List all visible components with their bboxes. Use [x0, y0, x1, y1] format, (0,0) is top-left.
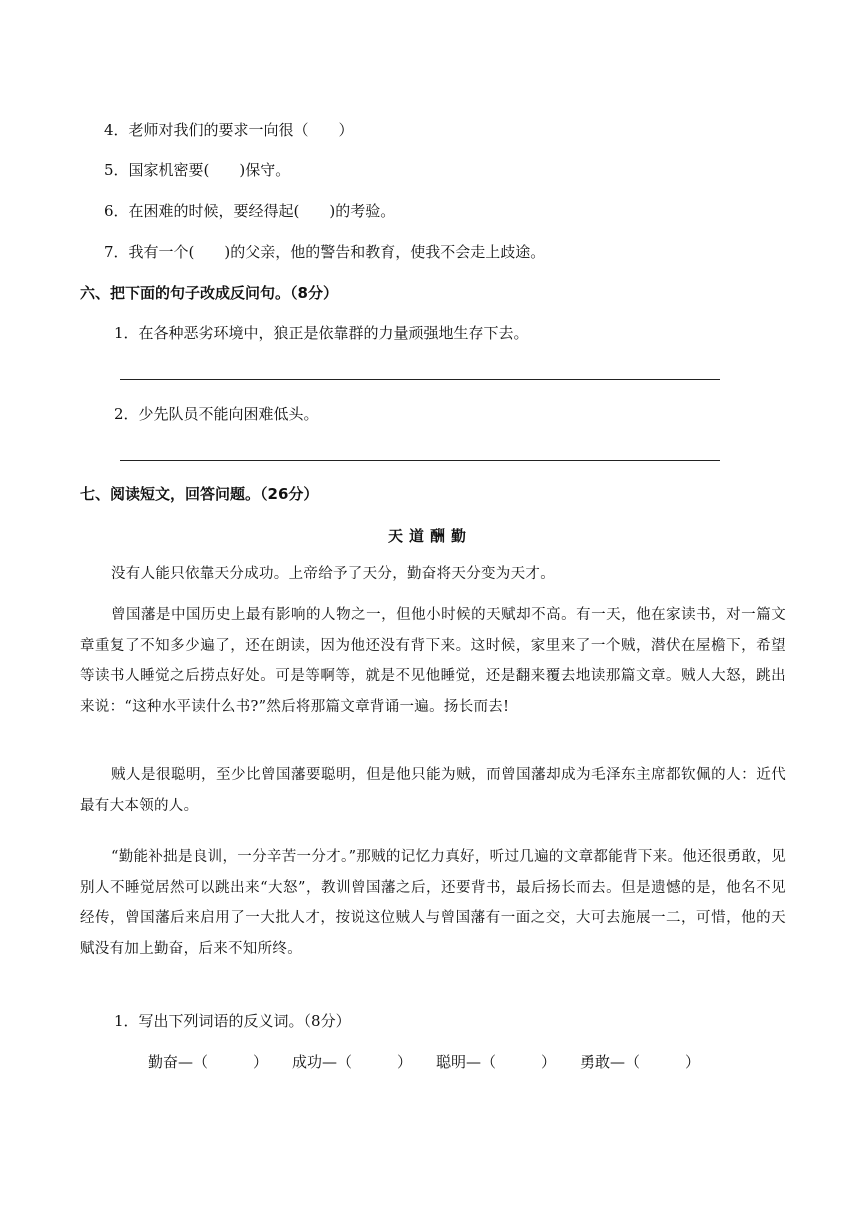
passage-paragraph-4: “勤能补拙是良训，一分辛苦一分才。”那贼的记忆力真好，听过几遍的文章都能背下来。他还很勇敢，见别人不睡觉居然可以跳出来“大怒”，教训曾国藩之后，还要背书，最后扬长而去。但是遗憾的是，他名不见经传，曾国藩后来启用了一大批人才，按说这位贼人与曾国藩有一面之交，大可去施展一二，可惜，他的天赋没有加上勤奋，后来不知所终。 — [80, 849, 786, 957]
antonym-item: 聪明—（ ） — [436, 1053, 557, 1071]
passage-paragraph-2: 曾国藩是中国历史上最有影响的人物之一，但他小时候的天赋却不高。有一天，他在家读书，对一篇文章重复了不知多少遍了，还在朗读，因为他还没有背下来。这时候，家里来了一个贼，潜伏在屋檐下，希望等读书人睡觉之后捞点好处。可是等啊等，就是不见他睡觉，还是翻来覆去地读那篇文章。贼人大怒，跳出来说：“这种水平读什么书?”然后将那篇文章背诵一遍。扬长而去! — [80, 607, 786, 715]
section-7-heading: 七、阅读短文，回答问题。（26分） — [80, 485, 319, 503]
antonym-item: 成功—（ ） — [292, 1053, 413, 1071]
antonym-item: 勇敢—（ ） — [580, 1053, 701, 1071]
section-6-question-2: 2．少先队员不能向困难低头。 — [114, 405, 319, 423]
passage-title: 天道酬勤 — [387, 527, 472, 545]
question-item-5: 5．国家机密要( )保守。 — [104, 161, 291, 179]
antonym-item: 勤奋—（ ） — [148, 1053, 269, 1071]
answer-line-2 — [120, 460, 720, 461]
antonym-row — [148, 1051, 700, 1072]
section-7-question-1: 1．写出下列词语的反义词。（8分） — [114, 1012, 351, 1030]
section-6-question-1: 1．在各种恶劣环境中，狼正是依靠群的力量顽强地生存下去。 — [114, 324, 529, 342]
question-item-4: 4．老师对我们的要求一向很（ ） — [104, 121, 354, 139]
section-6-heading: 六、把下面的句子改成反问句。（8分） — [80, 284, 338, 302]
answer-line-1 — [120, 379, 720, 380]
question-item-6: 6．在困难的时候，要经得起( )的考验。 — [104, 202, 396, 220]
passage-paragraph-3: 贼人是很聪明，至少比曾国藩要聪明，但是他只能为贼，而曾国藩却成为毛泽东主席都钦佩的人：近代最有大本领的人。 — [80, 767, 786, 814]
question-item-7: 7．我有一个( )的父亲，他的警告和教育，使我不会走上歧途。 — [104, 243, 546, 261]
passage-paragraph-1: 没有人能只依靠天分成功。上帝给予了天分，勤奋将天分变为天才。 — [111, 566, 555, 582]
